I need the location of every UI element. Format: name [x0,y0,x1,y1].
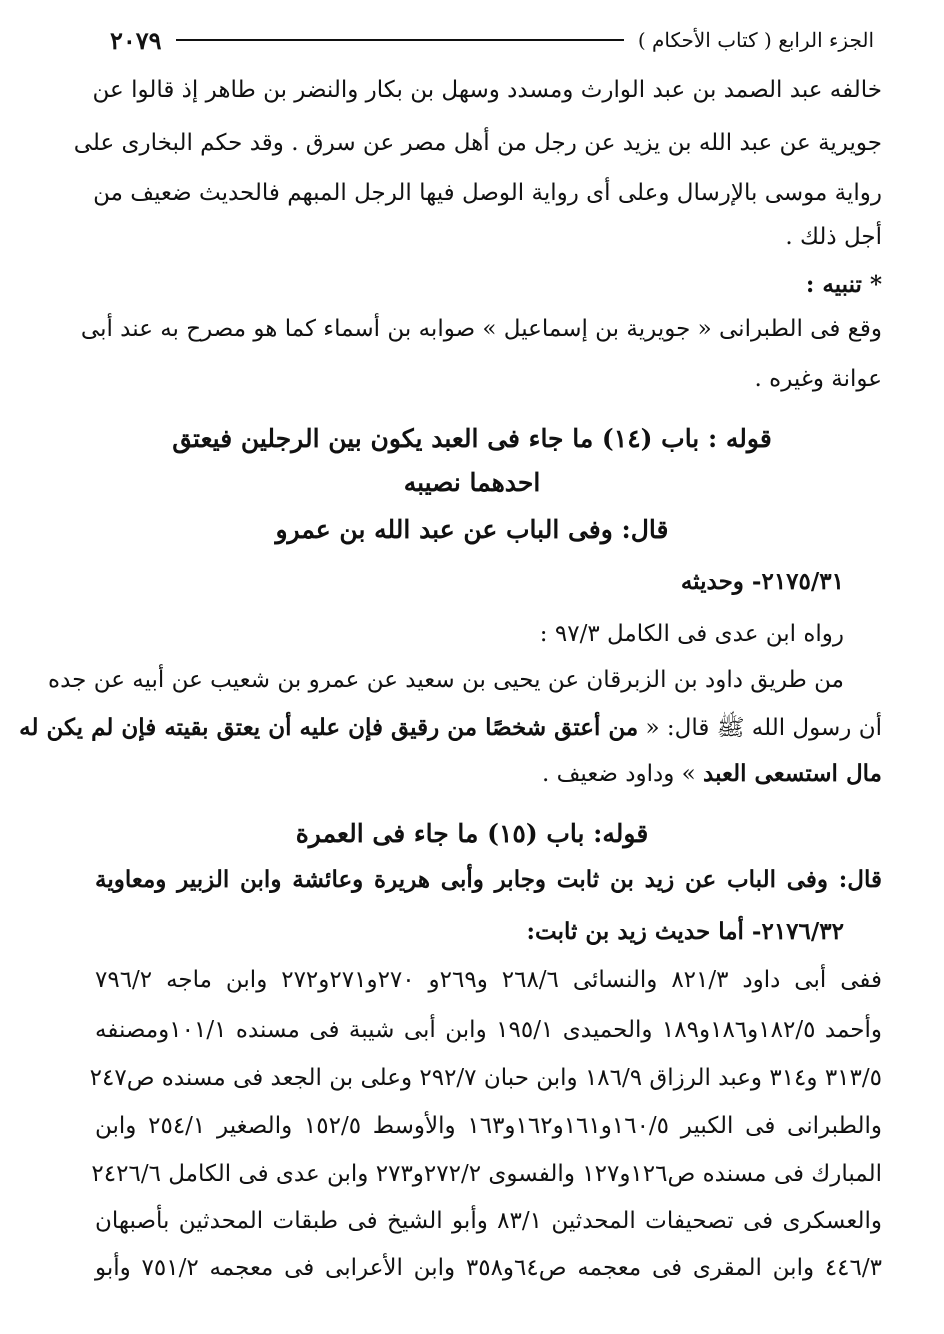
reference-line: المبارك فى مسنده ص١٢٦و١٢٧ والفسوى ٢٧٢/٢و٢٧٣ وابن عدى فى الكامل ٢٤٢٦/٦ [91,1161,882,1187]
reference-line: ففى أبى داود ٨٢١/٣ والنسائى ٢٦٨/٦ و٢٦٩و ٢٧٠و٢٧١و٢٧٢ وابن ماجه ٧٩٦/٢ [95,967,882,993]
text-line: عوانة وغيره . [754,366,882,392]
running-title: الجزء الرابع ( كتاب الأحكام ) [637,28,874,52]
text-line: وقع فى الطبرانى « جويرية بن إسماعيل » صوابه بن أسماء كما هو مصرح به عند أبى [80,316,882,342]
hadith-number: ٢١٧٥/٣١- وحديثه [680,568,844,595]
page-header [110,22,874,58]
section-heading: قال: وفى الباب عن زيد بن ثابت وجابر وأبى هريرة وعائشة وابن الزبير ومعاوية [95,866,882,893]
text-line: رواه ابن عدى فى الكامل ٩٧/٣ : [539,621,844,647]
page-number: ٢٠٧٩ [110,25,162,55]
notice-heading: * تنبيه : [805,271,882,298]
text-line: أجل ذلك . [785,224,882,250]
reference-line: ٤٤٦/٣ وابن المقرى فى معجمه ص٦٤و٣٥٨ وابن الأعرابى فى معجمه ٧٥١/٢ وأبو [95,1255,882,1281]
section-heading: قال: وفى الباب عن عبد الله بن عمرو [275,515,669,544]
text-line: رواية موسى بالإرسال وعلى أى رواية الوصل فيها الرجل المبهم فالحديث ضعيف من [93,180,882,206]
text-line: خالفه عبد الصمد بن عبد الوارث ومسدد وسهل بن بكار والنضر بن طاهر إذ قالوا عن [92,77,882,103]
chapter-heading: قوله : باب (١٤) ما جاء فى العبد يكون بين الرجلين فيعتق [172,424,772,453]
hadith-lead: أن رسول الله ﷺ قال: « [645,715,882,741]
hadith-line [19,710,882,750]
text-line: من طريق داود بن الزبرقان عن يحيى بن سعيد عن عمرو بن شعيب عن أبيه عن جده [48,667,844,693]
header-rule [176,39,624,41]
hadith-number: ٢١٧٦/٣٢- أما حديث زيد بن ثابت: [526,918,844,945]
chapter-heading: قوله: باب (١٥) ما جاء فى العمرة [295,819,649,848]
hadith-text: مال استسعى العبد [703,760,882,787]
chapter-heading: احدهما نصيبه [403,468,541,497]
hadith-tail: » وداود ضعيف . [541,761,696,787]
text-line: جويرية عن عبد الله بن يزيد عن رجل من أهل مصر عن سرق . وقد حكم البخارى على [73,130,882,156]
reference-line: والطبرانى فى الكبير ١٦٠/٥و١٦١و١٦٢و١٦٣ والأوسط ١٥٢/٥ والصغير ٢٥٤/١ وابن [95,1113,882,1139]
reference-line: والعسكرى فى تصحيفات المحدثين ٨٣/١ وأبو الشيخ فى طبقات المحدثين بأصبهان [95,1208,882,1234]
reference-line: وأحمد ١٨٢/٥و١٨٦و١٨٩ والحميدى ١٩٥/١ وابن أبى شيبة فى مسنده ١٠١/١ومصنفه [95,1017,882,1043]
hadith-line [95,756,882,796]
reference-line: ٣١٣/٥ و٣١٤ وعبد الرزاق ١٨٦/٩ وابن حبان ٢٩٢/٧ وعلى بن الجعد فى مسنده ص٢٤٧ [89,1065,882,1091]
hadith-text: من أعتق شخصًا من رقيق فإن عليه أن يعتق بقيته فإن لم يكن له [19,714,639,741]
